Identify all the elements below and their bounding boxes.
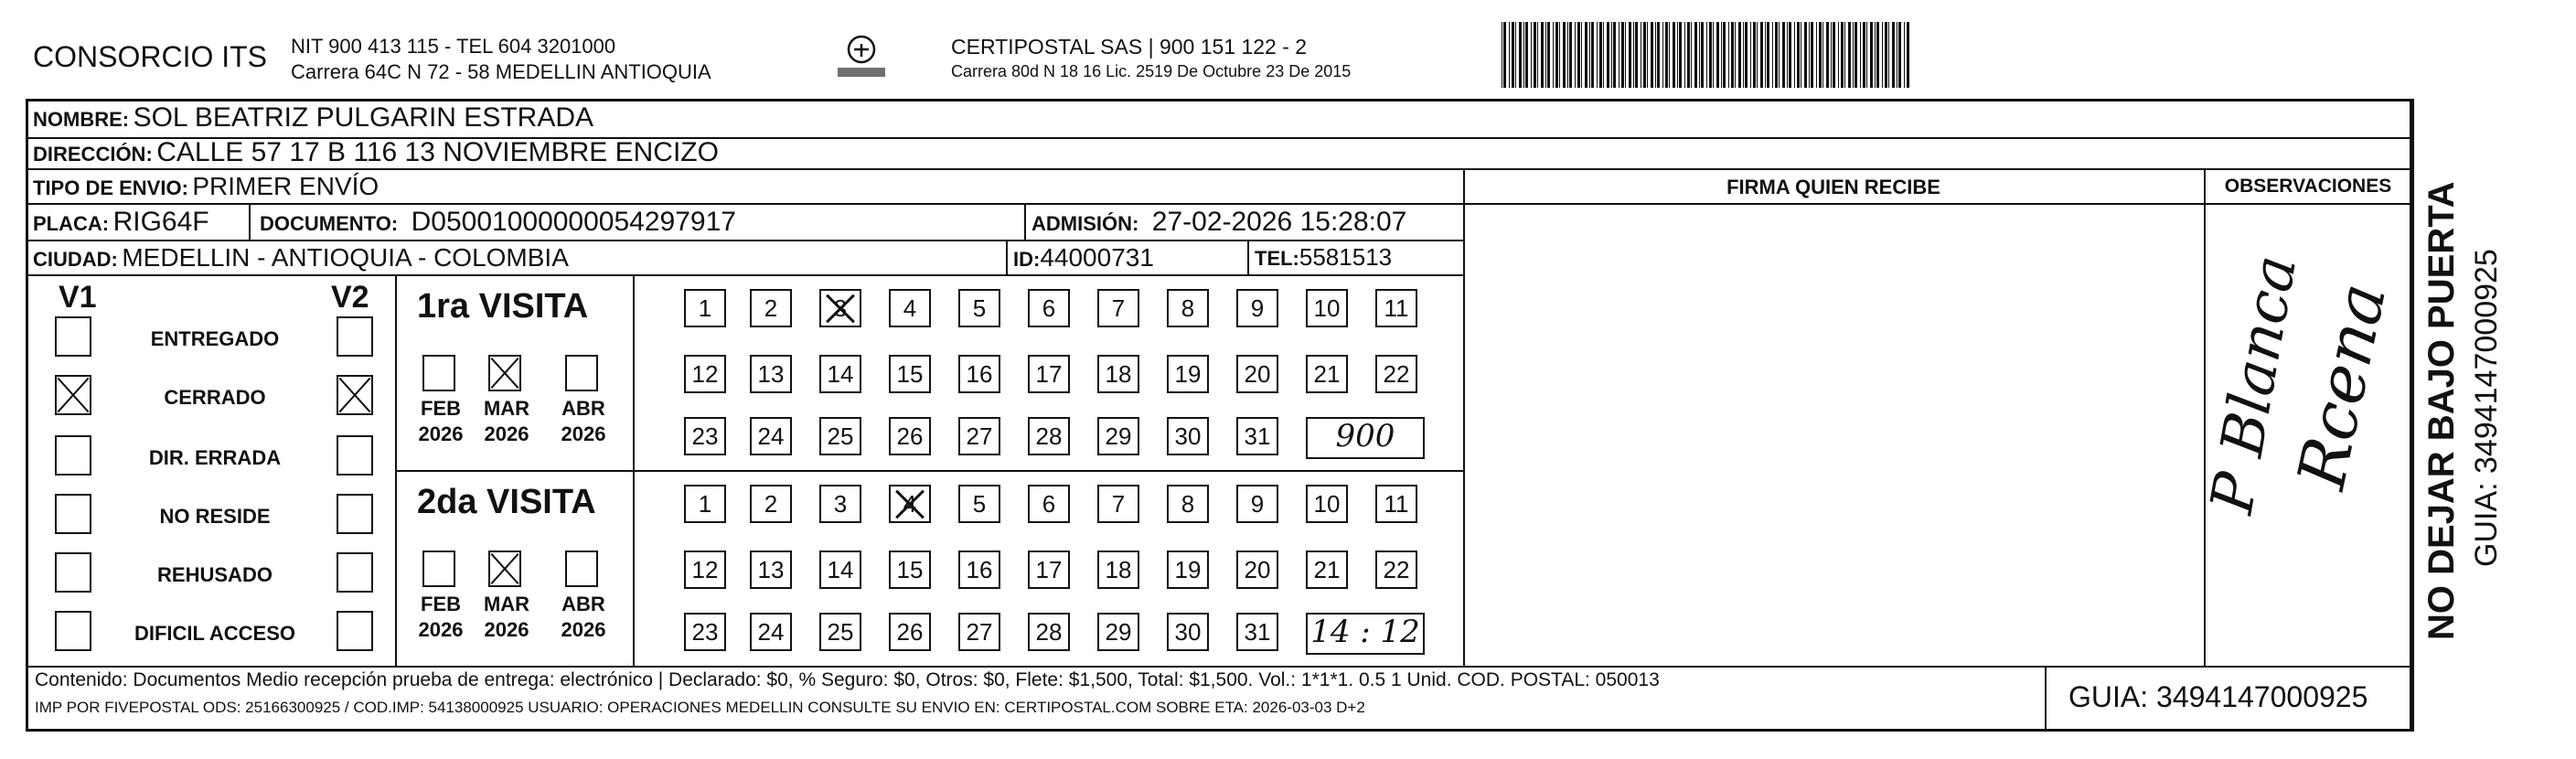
day-box[interactable]: 11 — [1375, 485, 1417, 523]
id-cell — [1013, 243, 1154, 273]
day-box[interactable]: 3 — [819, 289, 861, 327]
id-label: ID: — [1013, 248, 1041, 271]
month-year: 2026 — [484, 618, 529, 641]
day-box[interactable]: 17 — [1028, 551, 1070, 589]
id-value: 44000731 — [1040, 243, 1154, 272]
day-box[interactable]: 27 — [958, 613, 1000, 651]
certipostal-logo-icon — [834, 33, 889, 84]
side-warning: NO DEJAR BAJO PUERTA — [2421, 181, 2462, 640]
status-label: DIFICIL ACCESO — [134, 622, 295, 645]
day-box[interactable]: 15 — [889, 551, 931, 589]
month-label: ABR — [561, 397, 605, 420]
month-label: MAR — [483, 397, 530, 420]
footer-contenido: Contenido: Documentos Medio recepción prueba de entrega: electrónico | Declarado: $0, % Seguro: $0, Otros: $0, Flete: $1,500, Total: $1,500. Vol.: 1*1*1. 0.5 1 Unid. COD. POSTAL: 050013 — [35, 669, 1660, 690]
day-box[interactable]: 14 — [819, 551, 861, 589]
placa-value: RIG64F — [112, 207, 209, 237]
day-box[interactable]: 26 — [889, 613, 931, 651]
day-box[interactable]: 7 — [1097, 289, 1139, 327]
footer-guia: GUIA: 3494147000925 — [2068, 680, 2368, 713]
day-box[interactable]: 31 — [1236, 417, 1278, 455]
day-box[interactable]: 12 — [684, 551, 726, 589]
day-box[interactable]: 18 — [1097, 355, 1139, 393]
day-box[interactable]: 7 — [1097, 485, 1139, 523]
nombre-value: SOL BEATRIZ PULGARIN ESTRADA — [133, 102, 593, 133]
signature-area[interactable] — [1467, 205, 2202, 664]
status-v1-checkbox[interactable] — [55, 611, 91, 651]
month-label: FEB — [421, 397, 461, 420]
day-box[interactable]: 19 — [1167, 551, 1209, 589]
day-box[interactable]: 18 — [1097, 551, 1139, 589]
day-box[interactable]: 28 — [1028, 613, 1070, 651]
status-v2-checkbox[interactable] — [337, 316, 373, 357]
tel-label: TEL: — [1255, 247, 1299, 270]
status-label: ENTREGADO — [150, 327, 280, 350]
day-box[interactable]: 19 — [1167, 355, 1209, 393]
day-box[interactable]: 30 — [1167, 417, 1209, 455]
documento-cell — [260, 207, 736, 238]
day-box[interactable]: 28 — [1028, 417, 1070, 455]
admision-cell — [1031, 207, 1406, 238]
day-box[interactable]: 3 — [819, 485, 861, 523]
status-label: NO RESIDE — [159, 505, 271, 528]
month-checkbox[interactable] — [565, 551, 598, 587]
day-box[interactable]: 30 — [1167, 613, 1209, 651]
day-box[interactable]: 14 — [819, 355, 861, 393]
month-label: ABR — [561, 593, 605, 615]
admision-value: 27-02-2026 15:28:07 — [1151, 207, 1407, 237]
day-box[interactable]: 16 — [958, 355, 1000, 393]
status-v2-checkbox[interactable] — [337, 494, 373, 534]
status-v2-checkbox[interactable] — [337, 435, 373, 476]
status-v1-checkbox[interactable] — [55, 494, 91, 534]
visit-title: 1ra VISITA — [417, 287, 589, 326]
day-box[interactable]: 24 — [750, 613, 792, 651]
status-label: REHUSADO — [157, 563, 273, 586]
day-box[interactable]: 12 — [684, 355, 726, 393]
side-guia: GUIA: 3494147000925 — [2469, 249, 2504, 567]
month-year: 2026 — [561, 422, 606, 445]
direccion-row — [33, 137, 719, 168]
ciudad-value: MEDELLIN - ANTIOQUIA - COLOMBIA — [122, 243, 569, 272]
barcode — [1502, 22, 1913, 88]
documento-value: D05001000000054297917 — [411, 207, 736, 237]
day-box[interactable]: 6 — [1028, 289, 1070, 327]
day-box[interactable]: 2 — [750, 289, 792, 327]
v1-header: V1 — [59, 280, 97, 315]
sender-address: Carrera 64C N 72 - 58 MEDELLIN ANTIOQUIA — [291, 60, 711, 83]
placa-cell — [33, 207, 209, 238]
documento-label: DOCUMENTO: — [260, 212, 399, 235]
day-box[interactable]: 16 — [958, 551, 1000, 589]
status-v1-checkbox[interactable] — [55, 435, 91, 476]
month-checkbox[interactable] — [422, 355, 455, 391]
day-box[interactable]: 22 — [1375, 551, 1417, 589]
tel-cell — [1255, 243, 1392, 272]
month-label: FEB — [421, 593, 461, 615]
day-box[interactable]: 8 — [1167, 289, 1209, 327]
day-box[interactable]: 5 — [958, 485, 1000, 523]
v2-header: V2 — [331, 280, 369, 315]
nombre-label: NOMBRE: — [33, 108, 130, 131]
admision-label: ADMISIÓN: — [1031, 212, 1139, 235]
status-v1-checkbox[interactable] — [55, 316, 91, 357]
month-checkbox[interactable] — [565, 355, 598, 391]
direccion-label: DIRECCIÓN: — [33, 143, 153, 166]
visit-time-box[interactable]: 14 : 12 — [1306, 613, 1425, 655]
certipostal-logo — [834, 33, 889, 84]
day-box[interactable]: 10 — [1306, 289, 1348, 327]
day-box[interactable]: 26 — [889, 417, 931, 455]
footer-imp: IMP POR FIVEPOSTAL ODS: 25166300925 / COD.IMP: 54138000925 USUARIO: OPERACIONES MEDELLIN CONSULTE SU ENVIO EN: CERTIPOSTAL.COM SOBRE ETA: 2026-03-03 D+2 — [35, 699, 1365, 716]
day-box[interactable]: 17 — [1028, 355, 1070, 393]
day-box[interactable]: 13 — [750, 551, 792, 589]
status-v1-checkbox[interactable] — [55, 375, 91, 415]
day-box[interactable]: 29 — [1097, 613, 1139, 651]
day-box[interactable]: 23 — [684, 417, 726, 455]
direccion-value: CALLE 57 17 B 116 13 NOVIEMBRE ENCIZO — [156, 137, 719, 167]
month-year: 2026 — [484, 422, 529, 445]
sender-nit: NIT 900 413 115 - TEL 604 3201000 — [291, 35, 616, 58]
observaciones-area[interactable] — [2198, 205, 2410, 664]
day-box[interactable]: 8 — [1167, 485, 1209, 523]
day-box[interactable]: 22 — [1375, 355, 1417, 393]
day-box[interactable]: 25 — [819, 417, 861, 455]
visit-title: 2da VISITA — [417, 483, 596, 521]
day-box[interactable]: 2 — [750, 485, 792, 523]
ciudad-cell — [33, 243, 569, 273]
firma-header: FIRMA QUIEN RECIBE — [1726, 176, 1940, 198]
day-box[interactable]: 24 — [750, 417, 792, 455]
status-v2-checkbox[interactable] — [337, 375, 373, 415]
month-label: MAR — [483, 593, 530, 615]
day-box[interactable]: 4 — [889, 289, 931, 327]
observacion-line-1: P Blanca — [2198, 251, 2311, 518]
day-box[interactable]: 23 — [684, 613, 726, 651]
day-box[interactable]: 6 — [1028, 485, 1070, 523]
day-box[interactable]: 27 — [958, 417, 1000, 455]
day-box[interactable]: 31 — [1236, 613, 1278, 651]
placa-label: PLACA: — [33, 212, 110, 235]
day-box[interactable]: 29 — [1097, 417, 1139, 455]
observaciones-header: OBSERVACIONES — [2224, 176, 2392, 197]
month-year: 2026 — [561, 618, 606, 641]
day-box[interactable]: 4 — [889, 485, 931, 523]
status-label: CERRADO — [164, 386, 266, 409]
day-box[interactable]: 25 — [819, 613, 861, 651]
day-box[interactable]: 1 — [684, 485, 726, 523]
day-box[interactable]: 20 — [1236, 551, 1278, 589]
month-year: 2026 — [418, 618, 464, 641]
tipo-row — [33, 172, 379, 201]
visit-time-box[interactable]: 900 — [1306, 417, 1425, 459]
tipo-label: TIPO DE ENVIO: — [33, 176, 188, 199]
tel-value: 5581513 — [1299, 243, 1393, 271]
day-box[interactable]: 5 — [958, 289, 1000, 327]
status-label: DIR. ERRADA — [148, 446, 282, 469]
day-box[interactable]: 10 — [1306, 485, 1348, 523]
status-v2-checkbox[interactable] — [337, 552, 373, 593]
day-box[interactable]: 21 — [1306, 355, 1348, 393]
day-box[interactable]: 1 — [684, 289, 726, 327]
month-checkbox[interactable] — [488, 551, 521, 587]
tipo-value: PRIMER ENVÍO — [192, 172, 379, 200]
nombre-row — [33, 102, 593, 134]
month-year: 2026 — [418, 422, 464, 445]
day-box[interactable]: 9 — [1236, 289, 1278, 327]
observacion-line-2: Rcena — [2282, 276, 2401, 496]
day-box[interactable]: 20 — [1236, 355, 1278, 393]
sender-name: CONSORCIO ITS — [33, 40, 268, 73]
carrier-line1: CERTIPOSTAL SAS | 900 151 122 - 2 — [951, 35, 1308, 59]
day-box[interactable]: 15 — [889, 355, 931, 393]
status-v1-checkbox[interactable] — [55, 552, 91, 593]
ciudad-label: CIUDAD: — [33, 248, 118, 271]
day-box[interactable]: 13 — [750, 355, 792, 393]
status-v2-checkbox[interactable] — [337, 611, 373, 651]
month-checkbox[interactable] — [488, 355, 521, 391]
day-box[interactable]: 9 — [1236, 485, 1278, 523]
day-box[interactable]: 11 — [1375, 289, 1417, 327]
day-box[interactable]: 21 — [1306, 551, 1348, 589]
carrier-line2: Carrera 80d N 18 16 Lic. 2519 De Octubre 23 De 2015 — [951, 62, 1352, 80]
month-checkbox[interactable] — [422, 551, 455, 587]
